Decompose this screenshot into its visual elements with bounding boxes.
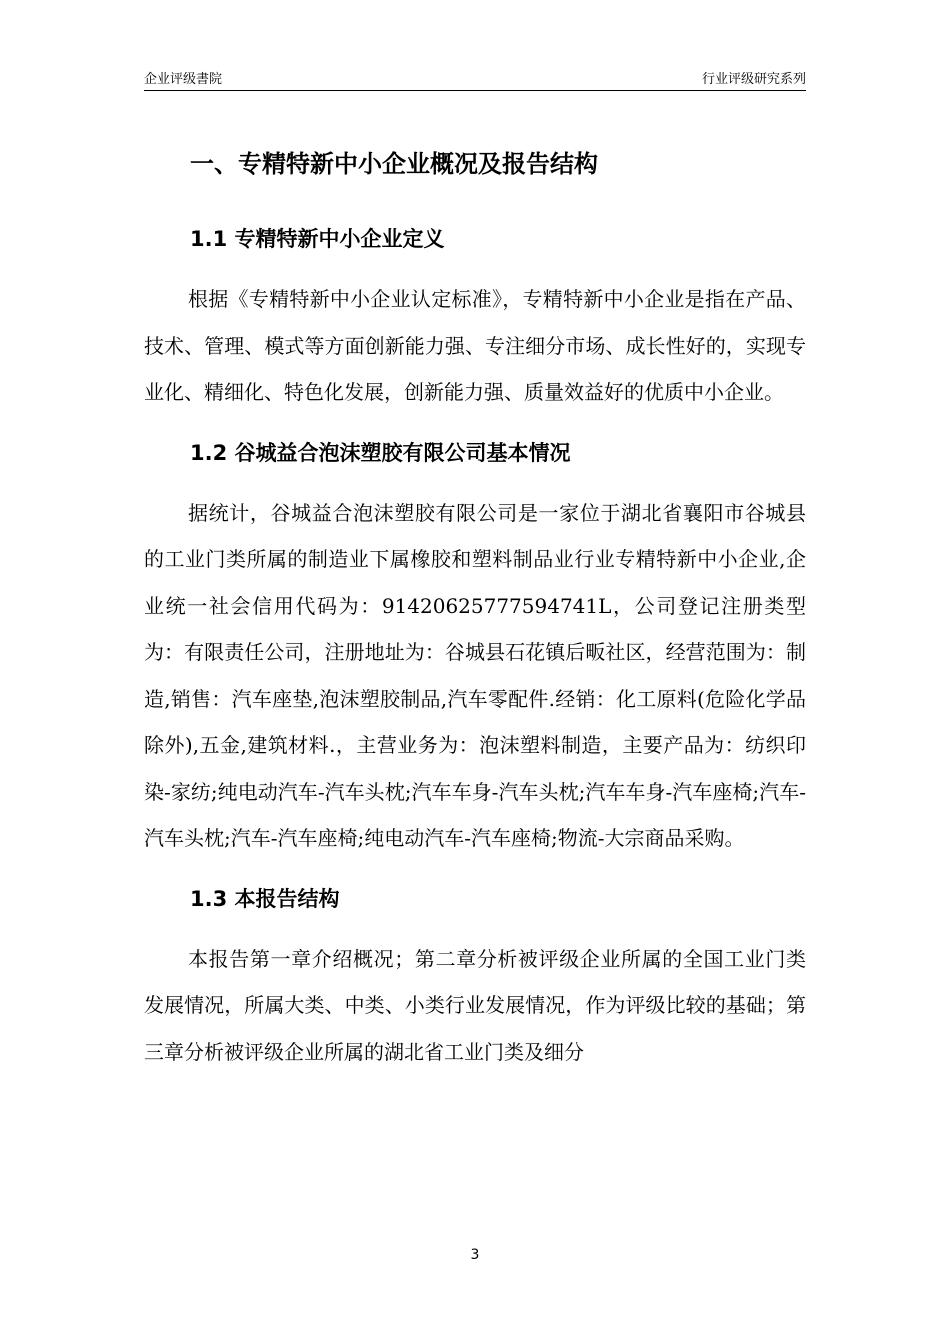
paragraph-definition: 根据《专精特新中小企业认定标准》，专精特新中小企业是指在产品、技术、管理、模式等方面创新能力强、专注细分市场、成长性好的，实现专业化、精细化、特色化发展，创新能力强、质量效益好的优质中小企业。 [144,287,806,404]
paragraph-report-structure: 本报告第一章介绍概况；第二章分析被评级企业所属的全国工业门类发展情况，所属大类、中类、小类行业发展情况，作为评级比较的基础；第三章分析被评级企业所属的湖北省工业门类及细分 [144,946,806,1064]
header-right-text: 行业评级研究系列 [701,72,806,87]
page-header [144,60,806,91]
subsection-heading-1-3: 1.3 本报告结构 [190,886,340,911]
section-title: 一、专精特新中小企业概况及报告结构 [190,150,598,178]
header-left-text: 企业评级書院 [144,72,223,87]
page-number: 3 [470,1247,480,1263]
subsection-heading-1-2: 1.2 谷城益合泡沫塑胶有限公司基本情况 [190,440,571,465]
subsection-heading-1-1: 1.1 专精特新中小企业定义 [190,227,445,251]
paragraph-company-info: 据统计，谷城益合泡沫塑胶有限公司是一家位于湖北省襄阳市谷城县的工业门类所属的制造业下属橡胶和塑料制品业行业专精特新中小企业,企业统一社会信用代码为：91420625777594741L，公司登记注册类型为：有限责任公司，注册地址为：谷城县石花镇后畈社区，经营范围为：制造,销售：汽车座垫,泡沫塑胶制品,汽车零配件.经销：化工原料(危险化学品除外),五金,建筑材料.，主营业务为：泡沫塑料制造，主要产品为：纺织印染-家纺;纯电动汽车-汽车头枕;汽车车身-汽车头枕;汽车车身-汽车座椅;汽车-汽车头枕;汽车-汽车座椅;纯电动汽车-汽车座椅;物流-大宗商品采购。 [144,500,806,850]
page-content [144,138,806,1089]
